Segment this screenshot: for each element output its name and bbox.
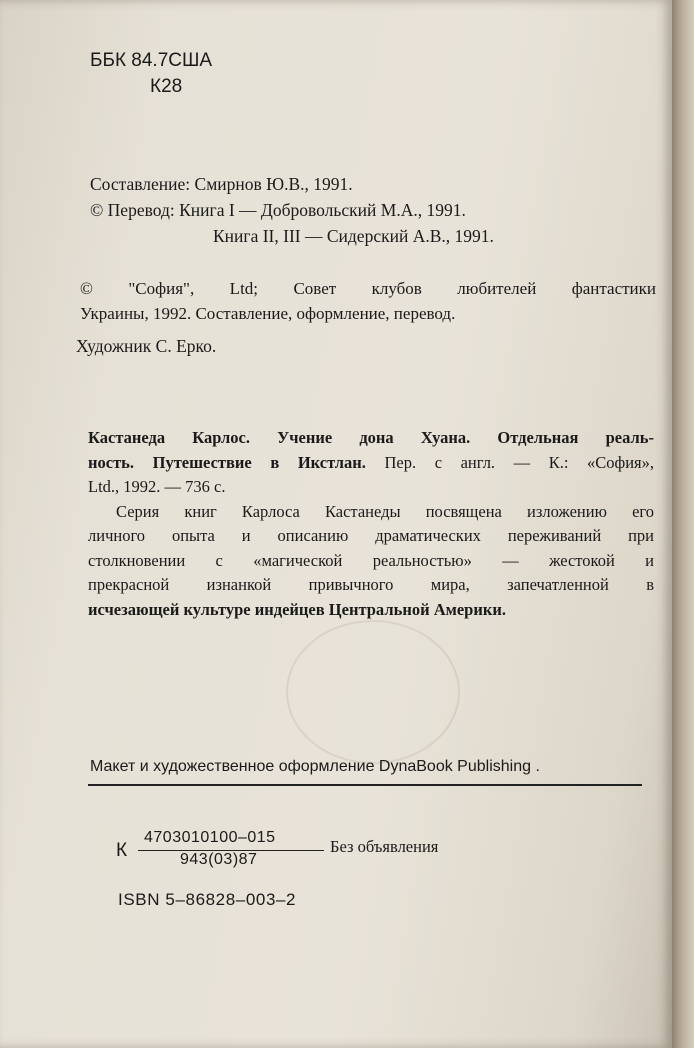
faint-stamp-mark: [286, 620, 460, 764]
annotation-line-7: прекрасной изнанкой привычного мира, запечатленной в: [88, 575, 654, 594]
annotation-line-8: исчезающей культуре индейцев Центральной Америки.: [88, 599, 507, 619]
page-edge-shadow: [672, 0, 694, 1048]
copyright-line-2: Украины, 1992. Составление, оформление, перевод.: [80, 304, 456, 323]
compilation-credit: Составление: Смирнов Ю.В., 1991.: [90, 174, 353, 194]
copyright-line-1: © "София", Ltd; Совет клубов любителей фантастики: [80, 279, 656, 298]
isbn-number: ISBN 5–86828–003–2: [118, 890, 297, 909]
annotation-line-2: [88, 451, 654, 476]
catalog-letter: К: [116, 840, 128, 861]
author-mark-code: К28: [150, 76, 183, 97]
translation-credit-books-2-3: Книга II, III — Сидерский А.В., 1991.: [213, 226, 494, 246]
artist-credit: Художник С. Ерко.: [76, 336, 217, 356]
horizontal-rule: [88, 784, 642, 786]
catalog-numerator: 4703010100–015: [144, 829, 276, 846]
layout-credit: Макет и художественное оформление DynaBook Publishing .: [90, 758, 540, 775]
annotation-title-bold: ность. Путешествие в Икстлан.: [88, 452, 366, 472]
translation-credit-book-1: © Перевод: Книга I — Добровольский М.А., 1991.: [90, 200, 466, 220]
annotation-publisher: Пер. с англ. — К.: «София»,: [365, 452, 654, 472]
bibliographic-annotation: [88, 426, 654, 622]
annotation-line-3: Ltd., 1992. — 736 с.: [88, 477, 226, 496]
annotation-line-4: Серия книг Карлоса Кастанеды посвящена изложению его: [116, 501, 654, 521]
copyright-notice: [80, 276, 656, 326]
annotation-line-6: столкновении с «магической реальностью» — жестокой и: [88, 550, 654, 570]
annotation-line-1: Кастанеда Карлос. Учение дона Хуана. Отдельная реаль-: [88, 428, 654, 447]
bbk-code: ББК 84.7США: [90, 50, 213, 71]
no-ads-note: Без объявления: [330, 837, 439, 856]
annotation-line-5: личного опыта и описанию драматических переживаний при: [88, 526, 654, 545]
catalog-denominator: 943(03)87: [180, 851, 258, 868]
